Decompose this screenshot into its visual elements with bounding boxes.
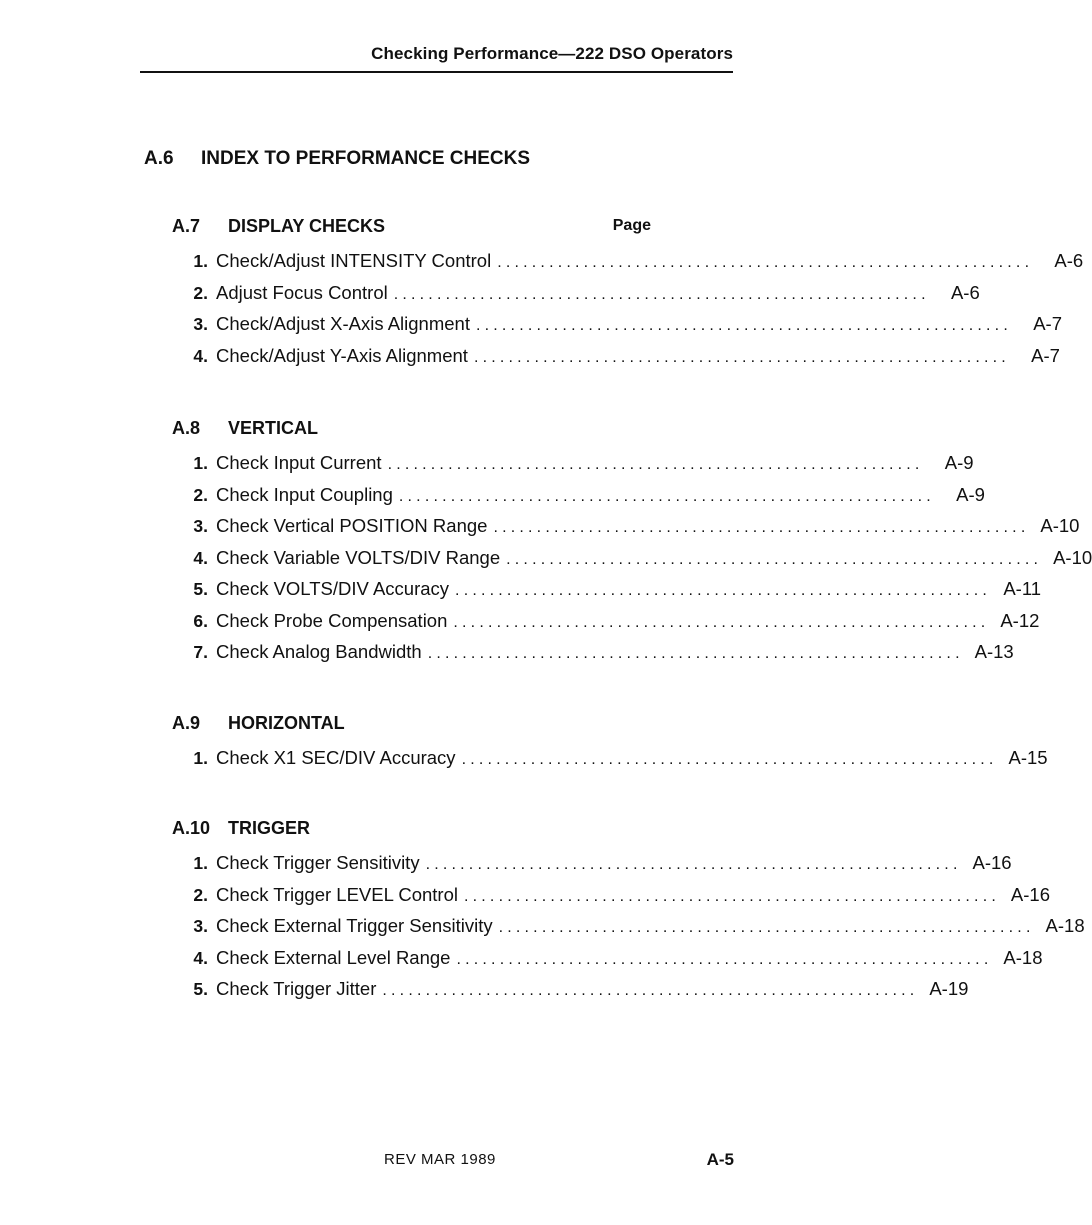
entry-index: 5. — [193, 979, 208, 999]
footer-revision: REV MAR 1989 — [384, 1151, 496, 1168]
page-column-label: Page — [612, 217, 651, 234]
entry-page: A-9 — [944, 452, 974, 473]
section-number: A.8 — [172, 418, 201, 438]
entry-index: 1. — [193, 251, 208, 271]
toc-entry[interactable] — [172, 978, 969, 1010]
entry-index: 7. — [193, 642, 208, 662]
main-heading — [144, 148, 530, 170]
section-title — [172, 216, 653, 238]
entry-index: 6. — [193, 610, 208, 631]
section-vertical — [172, 418, 1092, 673]
dot-leader: .............................................................. — [455, 582, 992, 599]
entry-index: 3. — [193, 314, 208, 334]
footer-page-number: A-5 — [706, 1150, 734, 1169]
toc-entry[interactable] — [172, 852, 1012, 884]
entry-label: Check Probe Compensation — [216, 609, 448, 631]
section-title-text: VERTICAL — [228, 418, 318, 438]
dot-leader: .............................................................. — [473, 348, 1010, 366]
section-title-text: TRIGGER — [228, 818, 311, 838]
entry-label: Check Variable VOLTS/DIV Range — [216, 546, 501, 568]
entry-list — [172, 747, 1048, 779]
toc-entry[interactable] — [172, 883, 1050, 916]
entry-index: 1. — [193, 853, 208, 873]
dot-leader: .............................................................. — [425, 856, 962, 873]
section-display-checks — [172, 216, 1084, 376]
entry-page: A-9 — [956, 483, 985, 505]
dot-leader: .............................................................. — [493, 519, 1030, 536]
dot-leader: .............................................................. — [506, 550, 1043, 568]
entry-list — [172, 250, 1084, 376]
entry-label: Check Trigger Sensitivity — [216, 852, 420, 873]
entry-page: A-15 — [1008, 747, 1048, 768]
toc-entry[interactable] — [172, 946, 1043, 979]
entry-label: Check Input Coupling — [216, 483, 393, 505]
entry-list — [172, 852, 1085, 1010]
entry-label: Check/Adjust Y-Axis Alignment — [216, 344, 468, 366]
entry-list — [172, 452, 1092, 673]
section-title-text: HORIZONTAL — [228, 713, 345, 733]
dot-leader: .............................................................. — [475, 317, 1012, 334]
entry-page: A-12 — [1000, 609, 1040, 631]
entry-label: Check Trigger LEVEL Control — [216, 883, 458, 905]
dot-leader: .............................................................. — [498, 919, 1035, 936]
toc-entry[interactable] — [172, 915, 1085, 947]
toc-entry[interactable] — [172, 452, 974, 484]
entry-page: A-18 — [1003, 946, 1043, 968]
section-number: A.10 — [172, 818, 211, 838]
toc-entry[interactable] — [172, 250, 1084, 282]
toc-entry[interactable] — [172, 578, 1042, 610]
entry-label: Check X1 SEC/DIV Accuracy — [216, 747, 456, 768]
main-heading-number: A.6 — [144, 148, 174, 169]
dot-leader: .............................................................. — [461, 751, 998, 768]
entry-label: Check Input Current — [216, 452, 382, 473]
section-title — [172, 418, 653, 440]
dot-leader: .............................................................. — [393, 285, 930, 303]
main-heading-title: INDEX TO PERFORMANCE CHECKS — [201, 148, 531, 169]
entry-label: Check/Adjust INTENSITY Control — [216, 250, 492, 271]
entry-index: 3. — [193, 916, 208, 936]
toc-entry[interactable] — [172, 609, 1040, 642]
entry-label: Check/Adjust X-Axis Alignment — [216, 313, 470, 334]
section-number: A.7 — [172, 216, 201, 236]
entry-index: 2. — [193, 282, 208, 303]
entry-page: A-19 — [929, 978, 969, 999]
section-title — [172, 818, 653, 840]
entry-index: 2. — [193, 484, 208, 505]
dot-leader: .............................................................. — [463, 887, 1000, 905]
section-number: A.9 — [172, 713, 201, 733]
dot-leader: .............................................................. — [387, 456, 924, 473]
entry-page: A-7 — [1031, 344, 1060, 366]
toc-entry[interactable] — [172, 344, 1060, 377]
entry-page: A-13 — [974, 641, 1014, 662]
entry-label: Check External Trigger Sensitivity — [216, 915, 493, 936]
entry-index: 5. — [193, 579, 208, 599]
entry-page: A-6 — [950, 281, 980, 303]
entry-index: 1. — [193, 453, 208, 473]
entry-page: A-10 — [1040, 515, 1080, 536]
entry-page: A-6 — [1054, 250, 1084, 271]
entry-index: 2. — [193, 884, 208, 905]
dot-leader: .............................................................. — [427, 645, 964, 662]
entry-page: A-7 — [1033, 313, 1062, 334]
entry-page: A-16 — [972, 852, 1012, 873]
section-title-text: DISPLAY CHECKS — [228, 216, 386, 236]
entry-page: A-16 — [1010, 883, 1050, 905]
header-rule — [140, 71, 733, 73]
toc-entry[interactable] — [172, 483, 985, 516]
dot-leader: .............................................................. — [453, 613, 990, 631]
entry-label: Check External Level Range — [216, 946, 451, 968]
entry-index: 4. — [193, 345, 208, 366]
section-trigger — [172, 818, 1085, 1010]
toc-entry[interactable] — [172, 641, 1014, 673]
entry-index: 4. — [193, 547, 208, 568]
toc-entry[interactable] — [172, 313, 1062, 345]
section-title — [172, 713, 653, 735]
entry-page: A-18 — [1045, 915, 1085, 936]
entry-index: 4. — [193, 947, 208, 968]
entry-label: Adjust Focus Control — [216, 281, 388, 303]
toc-entry[interactable] — [172, 747, 1048, 779]
entry-page: A-10 — [1053, 546, 1092, 568]
running-head: Checking Performance—222 DSO Operators — [371, 44, 733, 63]
entry-page: A-11 — [1003, 578, 1042, 599]
entry-label: Check Analog Bandwidth — [216, 641, 422, 662]
entry-index: 1. — [193, 748, 208, 768]
dot-leader: .............................................................. — [398, 487, 935, 505]
dot-leader: .............................................................. — [497, 254, 1034, 271]
dot-leader: .............................................................. — [382, 982, 919, 999]
toc-entry[interactable] — [172, 546, 1092, 579]
section-horizontal — [172, 713, 1048, 779]
entry-label: Check VOLTS/DIV Accuracy — [216, 578, 450, 599]
entry-label: Check Vertical POSITION Range — [216, 515, 488, 536]
toc-entry[interactable] — [172, 515, 1080, 547]
entry-index: 3. — [193, 516, 208, 536]
toc-entry[interactable] — [172, 281, 980, 314]
dot-leader: .............................................................. — [456, 950, 993, 968]
entry-label: Check Trigger Jitter — [216, 978, 377, 999]
